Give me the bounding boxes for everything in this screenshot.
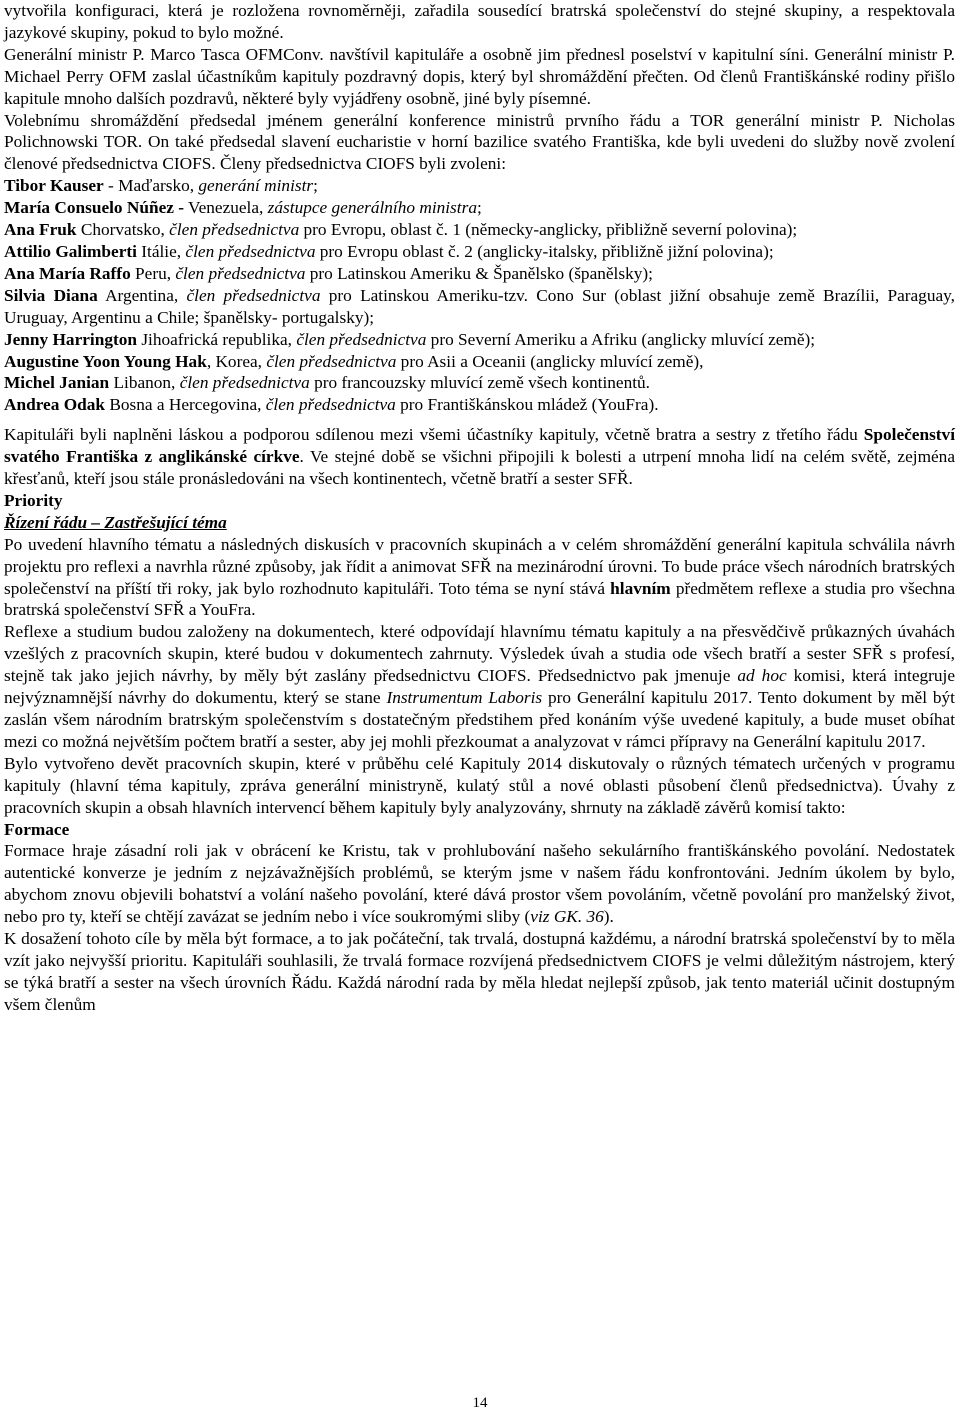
paragraph-formation-goal: K dosažení tohoto cíle by měla být formace, a to jak počáteční, tak trvalá, dostupná každému, a národní bratrská společenství by to měla vzít jako nejvyšší prioritu. Kapituláři souhlasili, že trvalá formace rozvíjená předsednictvem CIOFS je velmi důležitým nástrojem, který se týká bratří a sester na všech úrovních Řádu. Každá národní rada by měla hledat nejlepší způsob, jak tento materiál učinit dostupným všem členům: [4, 929, 955, 1014]
member-name: Ana María Raffo: [4, 263, 131, 283]
emphasis-instrumentum: Instrumentum Laboris: [386, 688, 543, 708]
paragraph-capitulars: Kapituláři byli naplněni láskou a podporou sdílenou mezi všemi účastníky kapituly, včetně bratra a sestry z třetího řádu Společenství svatého Františka z anglikánské církve. Ve stejné době se všichni připojili k bolesti a utrpení mnoha lidí na celém světě, zejména křesťanů, kteří jsou stále pronásledováni na všech kontinentech, včetně bratří a sester SFŘ.: [4, 425, 955, 489]
paragraph-intro: vytvořila konfiguraci, která je rozložena rovnoměrněji, zařadila sousedící bratrská společenství do stejné skupiny, a respektovala jazykové skupiny, pokud to bylo možné.: [4, 1, 955, 42]
member-role: člen předsednictva: [265, 395, 396, 415]
member-role: generání ministr: [198, 176, 314, 196]
member-country: Libanon,: [113, 373, 180, 393]
emphasis-main: hlavním: [610, 578, 671, 598]
paragraph-working-groups: Bylo vytvořeno devět pracovních skupin, které v průběhu celé Kapituly 2014 diskutovaly o různých tématech určených v programu kapituly (hlavní téma kapituly, zpráva generální ministryně, kulatý stůl a nové oblasti působení členů předsednictva). Úvahy z pracovních skupin a obsah hlavních intervencí během kapituly byly analyzovány, shrnuty na základě závěrů komisí takto:: [4, 753, 955, 817]
member-role: člen předsednictva: [185, 241, 316, 261]
presidency-member-list: [4, 175, 955, 416]
section-subheading-governance: Řízení řádu – Zastřešující téma: [4, 512, 227, 532]
member-role: člen předsednictva: [169, 220, 300, 240]
member-country: Maďarsko,: [118, 176, 199, 196]
member-entry: Attilio Galimberti Itálie, člen předsednictva pro Evropu oblast č. 2 (anglicky-italsky, přibližně jižní polovina);: [4, 241, 774, 261]
member-entry: Michel Janian Libanon, člen předsednictva pro francouzsky mluvící země všech kontinentů.: [4, 373, 650, 393]
section-heading-formace: Formace: [4, 819, 70, 839]
member-country: Itálie,: [141, 241, 186, 261]
reference-gk: viz GK. 36: [530, 907, 604, 927]
member-name: Jenny Harrington: [4, 329, 137, 349]
member-role: člen předsednictva: [175, 263, 306, 283]
member-name: Ana Fruk: [4, 220, 77, 240]
anglican-society-name: Společenství svatého Františka z anglikánské církve: [4, 425, 955, 467]
member-entry: Silvia Diana Argentina, člen předsednictva pro Latinskou Ameriku-tzv. Cono Sur (oblast jižní obsahuje země Brazílii, Paraguay, Uruguay, Argentinu a Chile; španělsky- portugalsky);: [4, 285, 955, 327]
paragraph-reflection: Reflexe a studium budou založeny na dokumentech, které odpovídají hlavnímu tématu kapituly a na přesvědčivě průkazných úvahách vzešlých z pracovních skupin, které budou v dokumentech zahrnuty. Výsledek úvah a studia ode všech bratří a sester SFŘ s profesí, stejně tak jako jejich návrhy, by měly být zaslány předsednictvu CIOFS. Předsednictvo pak jmenuje ad hoc komisi, která integruje nejvýznamnější návrhy do dokumentu, který se stane Instrumentum Laboris pro Generální kapitulu 2017. Tento dokument by měl být zaslán všem národním bratrským společenstvím s dostatečným předstihem před konáním výše uvedené kapituly, a bude muset obíhat mezi co možná největším počtem bratří a sester, aby jej mohli přezkoumat a analyzovat v rámci přípravy na Generální kapitulu 2017.: [4, 622, 955, 751]
member-country: Korea,: [215, 351, 267, 371]
member-entry: María Consuelo Núñez - Venezuela, zástupce generálního ministra;: [4, 198, 482, 218]
member-role: člen předsednictva: [179, 373, 310, 393]
member-entry: Andrea Odak Bosna a Hercegovina, člen předsednictva pro Františkánskou mládež (YouFra).: [4, 395, 659, 415]
paragraph-election: Volebnímu shromáždění předsedal jménem generální konference ministrů prvního řádu a TOR generální ministr P. Nicholas Polichnowski TOR. On také předsedal slavení eucharistie v horní bazilice svatého Františka, kde byli uvedeni do služby nově zvolení členové předsednictva CIOFS. Členy předsednictva CIOFS byli zvoleni:: [4, 110, 955, 174]
paragraph-main-theme: Po uvedení hlavního tématu a následných diskusích v pracovních skupinách a v celém shromáždění generální kapitula schválila návrh projektu pro reflexi a navrhla různé způsoby, jak řídit a animovat SFŘ na mezinárodní úrovni. To bude práce všech národních bratrských společenství na příští tři roky, jak bylo rozhodnuto kapituláři. Toto téma se nyní stává hlavním předmětem reflexe a studia pro všechna bratrská společenství SFŘ a YouFra.: [4, 534, 955, 620]
member-country: Peru,: [135, 263, 176, 283]
document-page: [4, 0, 955, 1016]
member-role: zástupce generálního ministra: [267, 198, 477, 218]
member-name: Augustine Yoon Young Hak: [4, 351, 207, 371]
emphasis-ad-hoc: ad hoc: [737, 666, 787, 686]
member-role: člen předsednictva: [186, 285, 321, 305]
member-country: Venezuela,: [188, 198, 268, 218]
member-country: Bosna a Hercegovina,: [109, 395, 266, 415]
member-entry: Ana María Raffo Peru, člen předsednictva pro Latinskou Ameriku & Španělsko (španělsky);: [4, 263, 653, 283]
member-entry: Augustine Yoon Young Hak, Korea, člen předsednictva pro Asii a Oceanii (anglicky mluvící země),: [4, 351, 704, 371]
member-entry: Tibor Kauser - Maďarsko, generání ministr;: [4, 176, 318, 196]
section-heading-priority: Priority: [4, 490, 63, 510]
member-name: María Consuelo Núñez -: [4, 198, 185, 218]
member-country: Jihoafrická republika,: [141, 329, 297, 349]
member-country: Chorvatsko,: [80, 220, 170, 240]
member-role: člen předsednictva: [296, 329, 427, 349]
member-entry: Jenny Harrington Jihoafrická republika, člen předsednictva pro Severní Ameriku a Afriku (anglicky mluvící země);: [4, 329, 816, 349]
member-name: Andrea Odak: [4, 395, 105, 415]
member-name: Tibor Kauser: [4, 176, 104, 196]
page-number: 14: [472, 1395, 488, 1411]
member-entry: Ana Fruk Chorvatsko, člen předsednictva pro Evropu, oblast č. 1 (německy-anglicky, přibližně severní polovina);: [4, 220, 798, 240]
member-name: Attilio Galimberti: [4, 241, 137, 261]
member-role: člen předsednictva: [266, 351, 397, 371]
member-name: Silvia Diana: [4, 285, 98, 305]
paragraph-formation-role: Formace hraje zásadní roli jak v obrácení ke Kristu, tak v prohlubování našeho sekulárního františkánského povolání. Nedostatek autentické konverze je jedním z nejzávažnějších problémů, se kterým jsme v našem řádu konfrontováni. Jedním úkolem by bylo, abychom znovu objevili bohatství a volání našeho povolání, které dává prostor všem povoláním, včetně povolání pro manželský život, nebo pro ty, kteří se chtějí zavázat se jedním nebo i více soukromými sliby (viz GK. 36).: [4, 841, 955, 927]
member-name: Michel Janian: [4, 373, 110, 393]
paragraph-ministers: Generální ministr P. Marco Tasca OFMConv. navštívil kapituláře a osobně jim přednesl poselství v kapitulní síni. Generální ministr P. Michael Perry OFM zaslal účastníkům kapituly pozdravný dopis, který byl shromáždění přečten. Od členů Františkánské rodiny přišlo kapitule mnoho dalších pozdravů, některé byly vyjádřeny osobně, jiné byly písemné.: [4, 44, 955, 108]
member-country: Argentina,: [105, 285, 187, 305]
